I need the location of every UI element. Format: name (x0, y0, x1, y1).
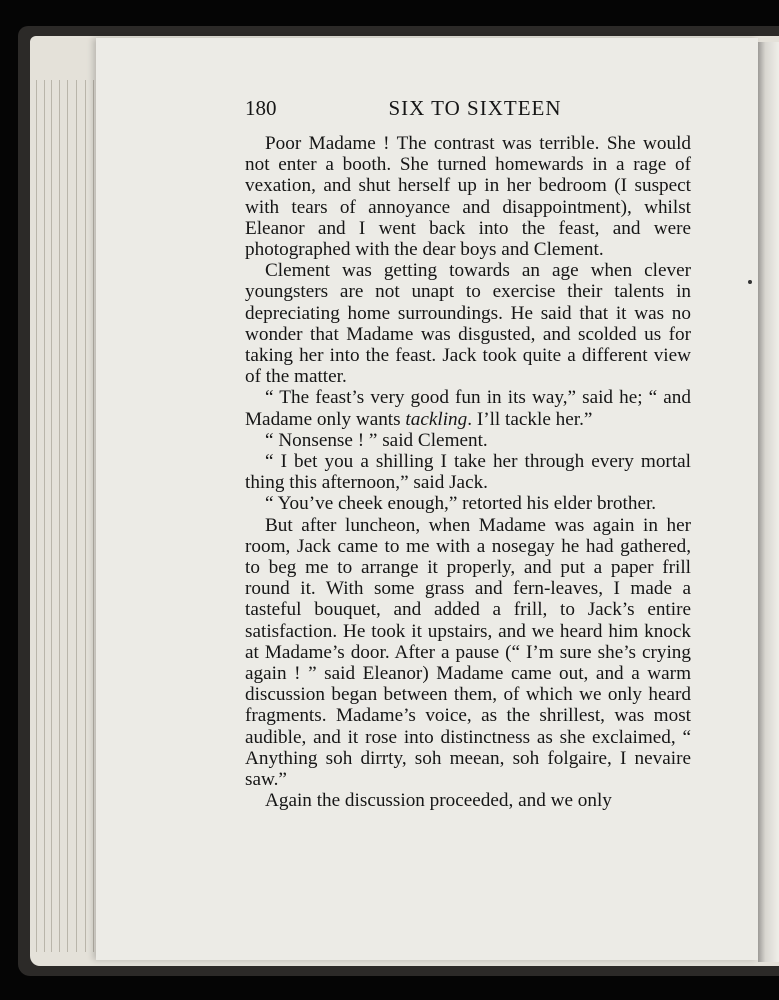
text-run: “ Nonsense ! ” said Clement. (265, 429, 488, 451)
page-header (245, 96, 691, 124)
page-edge-line (67, 80, 68, 952)
page-edge-line (44, 80, 45, 952)
text-run: “ The feast’s very good fun in its way,” said he; “ and Madame only wants (245, 387, 691, 430)
text-run: Clement was getting towards an age when clever youngsters are not unapt to exercise their talents in depreciating home surroundings. He said that it was no wonder that Madame was disgusted, and scolded us for taking her into the feast. Jack took quite a different view of the matter. (245, 260, 691, 388)
paragraph (245, 387, 691, 429)
page-mark (748, 280, 752, 284)
text-run: “ I bet you a shilling I take her through every mortal thing this afternoon,” said Jack. (245, 451, 691, 494)
paragraph (245, 451, 691, 493)
running-title: SIX TO SIXTEEN (388, 96, 562, 120)
paragraph (245, 493, 691, 514)
text-run: “ You’ve cheek enough,” retorted his elder brother. (265, 493, 657, 515)
paragraph (245, 515, 691, 791)
page-number: 180 (245, 96, 277, 120)
paragraph (245, 260, 691, 387)
text-run: . I’ll tackle her.” (467, 408, 593, 430)
text-run: Again the discussion proceeded, and we only (265, 790, 612, 812)
page-edge-line (36, 80, 37, 952)
text-run: But after luncheon, when Madame was again in her room, Jack came to me with a nosegay he had gathered, to beg me to arrange it properly, and put a paper frill round it. With some grass and fern-leaves, I made a tasteful bouquet, and added a frill, to Jack’s entire satisfaction. He took it upstairs, and we heard him knock at Madame’s door. After a pause (“ I’m sure she’s crying again ! ” said Eleanor) Madame came out, and a warm discussion began between them, of which we only heard fragments. Madame’s voice, as the shrillest, was most audible, and it rose into distinctness as she exclaimed, “ Anything soh dirrty, soh meean, soh folgaire, I nevaire saw.” (245, 514, 691, 791)
paragraph (245, 430, 691, 451)
page-edge-line (59, 80, 60, 952)
facing-page-edge (758, 42, 779, 962)
paragraph (245, 133, 691, 260)
page-edge-line (51, 80, 52, 952)
italic-text: tackling (405, 408, 468, 430)
body-text (245, 133, 691, 812)
page-edge-line (93, 80, 94, 952)
page-edge-line (76, 80, 77, 952)
page-edge-line (85, 80, 86, 952)
text-run: Poor Madame ! The contrast was terrible. She would not enter a booth. She turned homewards in a rage of vexation, and shut herself up in her bedroom (I suspect with tears of annoyance and disappointment), whilst Eleanor and I went back into the feast, and were photographed with the dear boys and Clement. (245, 133, 691, 261)
paragraph (245, 790, 691, 811)
